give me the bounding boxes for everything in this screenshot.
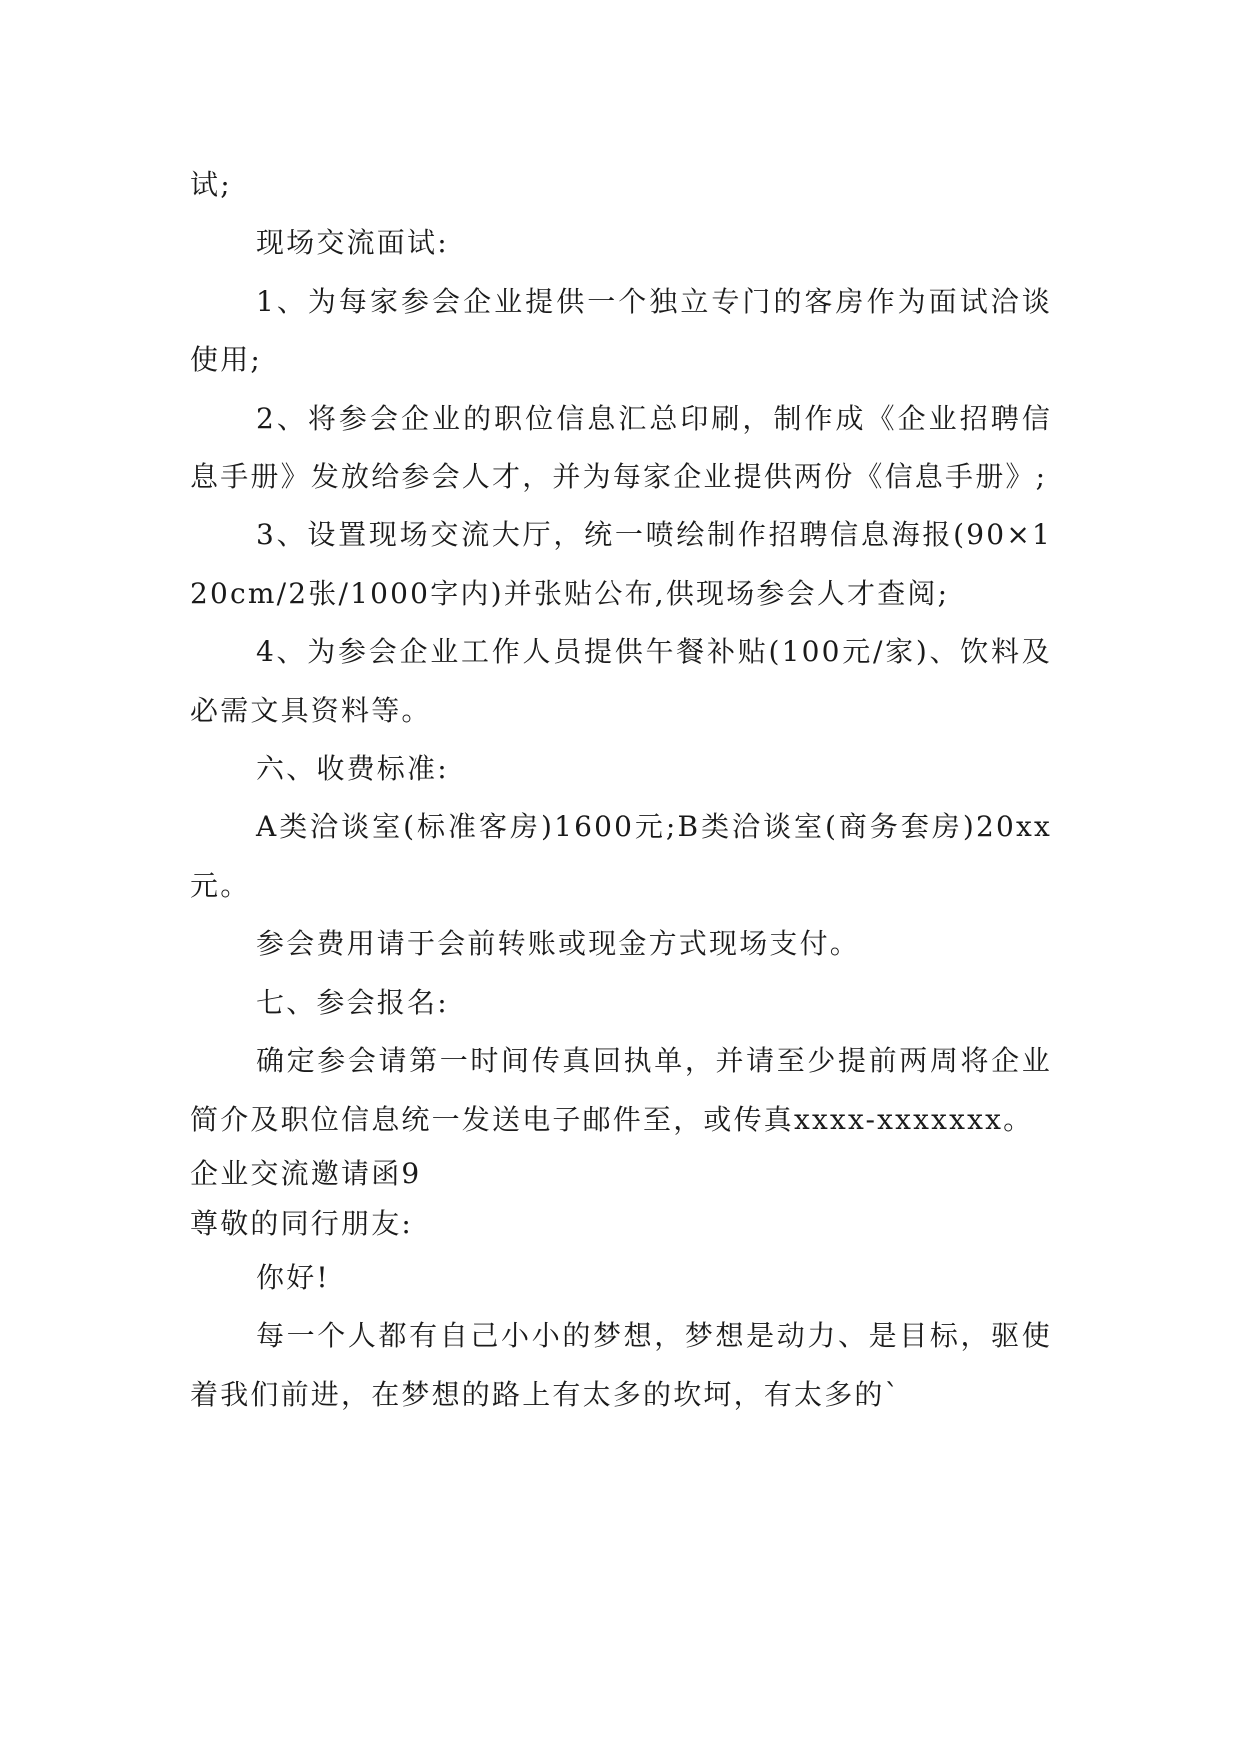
heading-onsite-interview: 现场交流面试: [256,226,449,260]
paragraph-item-3: 3、设置现场交流大厅，统一喷绘制作招聘信息海报(90×120cm/2张/1000字内)并张贴公布,供现场参会人才查阅; [190,518,1052,610]
paragraph-registration: 确定参会请第一时间传真回执单，并请至少提前两周将企业简介及职位信息统一发送电子邮件至，或传真xxxx-xxxxxxx。 [190,1044,1052,1136]
heading-fee-standard: 六、收费标准: [256,752,449,786]
paragraph-item-1: 1、为每家参会企业提供一个独立专门的客房作为面试洽谈使用; [190,284,1052,377]
greeting: 你好! [256,1260,330,1294]
paragraph-continuation: 试; [190,168,232,201]
document-body [190,156,1052,1424]
salutation: 尊敬的同行朋友: [190,1206,414,1240]
section-title: 企业交流邀请函9 [190,1156,422,1190]
paragraph-item-4: 4、为参会企业工作人员提供午餐补贴(100元/家)、饮料及必需文具资料等。 [190,635,1052,727]
paragraph-dream: 每一个人都有自己小小的梦想，梦想是动力、是目标，驱使着我们前进，在梦想的路上有太多的坎坷，有太多的` [190,1319,1052,1411]
paragraph-payment: 参会费用请于会前转账或现金方式现场支付。 [256,927,861,961]
paragraph-item-2: 2、将参会企业的职位信息汇总印刷，制作成《企业招聘信息手册》发放给参会人才，并为每家企业提供两份《信息手册》; [190,401,1052,494]
paragraph-fee-details: A类洽谈室(标准客房)1600元;B类洽谈室(商务套房)20xx元。 [190,810,1052,902]
heading-registration: 七、参会报名: [256,985,449,1019]
